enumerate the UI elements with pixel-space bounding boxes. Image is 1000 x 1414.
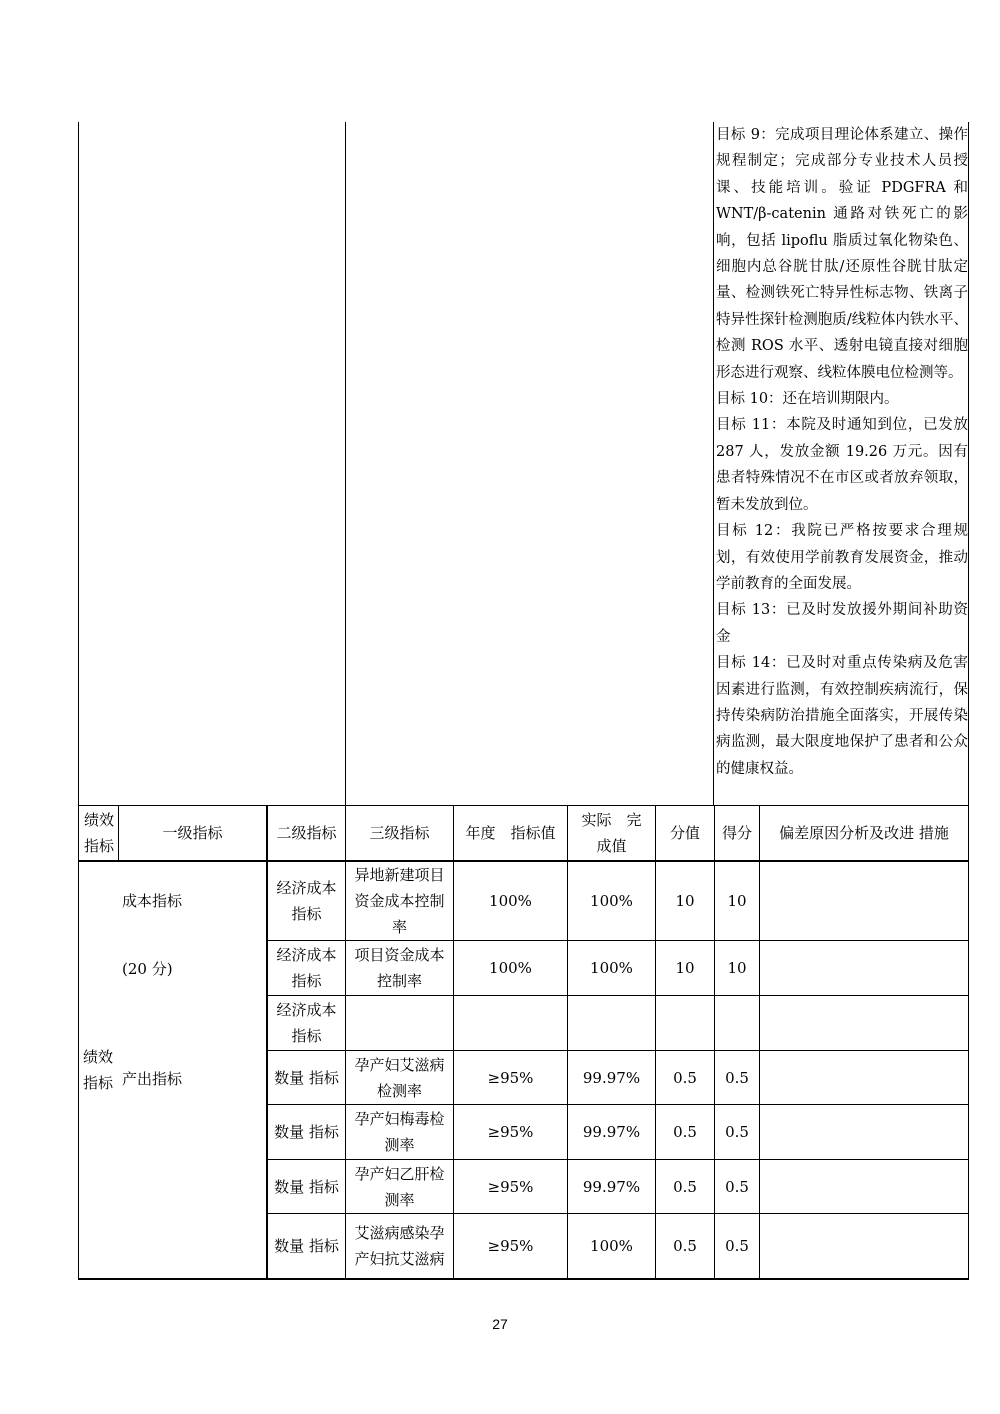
row-2-score: 10 (727, 959, 747, 977)
row-7-level3: 艾滋病感染孕产妇抗艾滋病 (354, 1224, 445, 1268)
row-3-notes (760, 996, 968, 1050)
divider-top-1 (345, 122, 346, 805)
row-5-weight: 0.5 (673, 1123, 697, 1141)
row-3-level2: 经济成本指标 (276, 1001, 337, 1045)
row-3-weight (656, 996, 714, 1050)
row-5-notes (760, 1105, 968, 1159)
table-bottom-border (78, 1278, 969, 1280)
row-7-level2: 数量 指标 (274, 1237, 339, 1255)
row-5-score: 0.5 (725, 1123, 749, 1141)
row-6-actual: 99.97% (582, 1177, 641, 1196)
row-7-notes (760, 1214, 968, 1278)
row-6-level2: 数量 指标 (274, 1177, 339, 1196)
header-level2: 二级指标 (276, 824, 337, 842)
row-4-notes (760, 1051, 968, 1104)
row-2-level2: 经济成本指标 (276, 946, 337, 990)
header-deviation-analysis: 偏差原因分析及改进 措施 (779, 824, 949, 842)
header-weight: 分值 (669, 824, 700, 842)
row-1-level3: 异地新建项目资金成本控制率 (354, 866, 445, 936)
goal-10: 目标 10：还在培训期限内。 (716, 391, 899, 408)
row-4-weight: 0.5 (673, 1068, 697, 1087)
row-7-actual: 100% (590, 1237, 633, 1255)
row-3-target (454, 996, 567, 1050)
row-3-score (715, 996, 759, 1050)
row-4-actual: 99.97% (582, 1068, 641, 1087)
header-actual-completion: 实际 完成值 (581, 811, 642, 855)
row-7-score: 0.5 (725, 1237, 749, 1255)
row-2-actual: 100% (590, 959, 633, 977)
page-number: 27 (492, 1316, 508, 1332)
row-5-target: ≥95% (487, 1123, 534, 1141)
performance-indicator-group-label: 绩效指标 (82, 1048, 113, 1092)
level1-cost-indicator: 成本指标 (122, 892, 183, 910)
row-1-weight: 10 (675, 892, 695, 910)
row-6-score: 0.5 (725, 1177, 749, 1196)
row-7-weight: 0.5 (673, 1237, 697, 1255)
row-3-actual (568, 996, 655, 1050)
header-score: 得分 (721, 824, 752, 842)
row-1-target: 100% (489, 892, 532, 910)
header-level1: 一级指标 (162, 824, 223, 842)
border-right-top (968, 122, 969, 805)
row-2-notes (760, 941, 968, 995)
goal-12: 目标 12：我院已严格按要求合理规划，有效使用学前教育发展资金，推动学前教育的全面发展。 (716, 523, 968, 592)
row-4-score: 0.5 (725, 1068, 749, 1087)
goal-14: 目标 14：已及时对重点传染病及危害因素进行监测，有效控制疾病流行，保持传染病防治措施全面落实，开展传染病监测，最大限度地保护了患者和公众的健康权益。 (716, 655, 968, 777)
row-2-level3: 项目资金成本控制率 (354, 946, 445, 990)
goal-13: 目标 13：已及时发放援外期间补助资金 (716, 602, 968, 645)
row-5-level2: 数量 指标 (274, 1123, 339, 1141)
row-4-level2: 数量 指标 (274, 1068, 339, 1087)
row-5-actual: 99.97% (582, 1123, 641, 1141)
header-performance-indicator: 绩效指标 (83, 811, 114, 855)
row-6-target: ≥95% (487, 1177, 534, 1196)
goals-text-block (716, 122, 968, 782)
row-3-level3 (346, 996, 453, 1050)
row-4-level3: 孕产妇艾滋病检测率 (354, 1055, 445, 1100)
row-2-target: 100% (489, 959, 532, 977)
row-1-notes (760, 862, 968, 940)
row-1-actual: 100% (590, 892, 633, 910)
header-level3: 三级指标 (369, 824, 430, 842)
level1-output-indicator: 产出指标 (122, 1070, 183, 1088)
row-5-level3: 孕产妇梅毒检测率 (354, 1110, 445, 1154)
row-1-level2: 经济成本指标 (276, 879, 337, 923)
row-1-score: 10 (727, 892, 747, 910)
row-6-notes (760, 1160, 968, 1213)
goal-11: 目标 11：本院及时通知到位，已发放 287 人，发放金额 19.26 万元。因有患者特殊情况不在市区或者放弃领取，暂未发放到位。 (716, 417, 968, 513)
row-2-weight: 10 (675, 959, 695, 977)
border-left-top (78, 122, 79, 805)
table-left-border (78, 805, 79, 1280)
row-4-target: ≥95% (487, 1068, 534, 1087)
table-right-border (968, 805, 969, 1280)
row-6-level3: 孕产妇乙肝检测率 (354, 1164, 445, 1209)
goal-9: 目标 9：完成项目理论体系建立、操作规程制定；完成部分专业技术人员授课、技能培训。验证 PDGFRA 和 WNT/β-catenin 通路对铁死亡的影响，包括 lipoflu 脂质过氧化物染色、细胞内总谷胱甘肽/还原性谷胱甘肽定量、检测铁死亡特异性标志物、铁离子特异性探针检测胞质/线粒体内铁水平、检测 ROS 水平、透射电镜直接对细胞形态进行观察、线粒体膜电位检测等。 (716, 127, 968, 381)
row-7-target: ≥95% (487, 1237, 534, 1255)
header-annual-target: 年度 指标值 (465, 824, 556, 842)
divider-top-2 (713, 122, 714, 805)
row-6-weight: 0.5 (673, 1177, 697, 1196)
level1-cost-score: (20 分) (122, 960, 173, 978)
